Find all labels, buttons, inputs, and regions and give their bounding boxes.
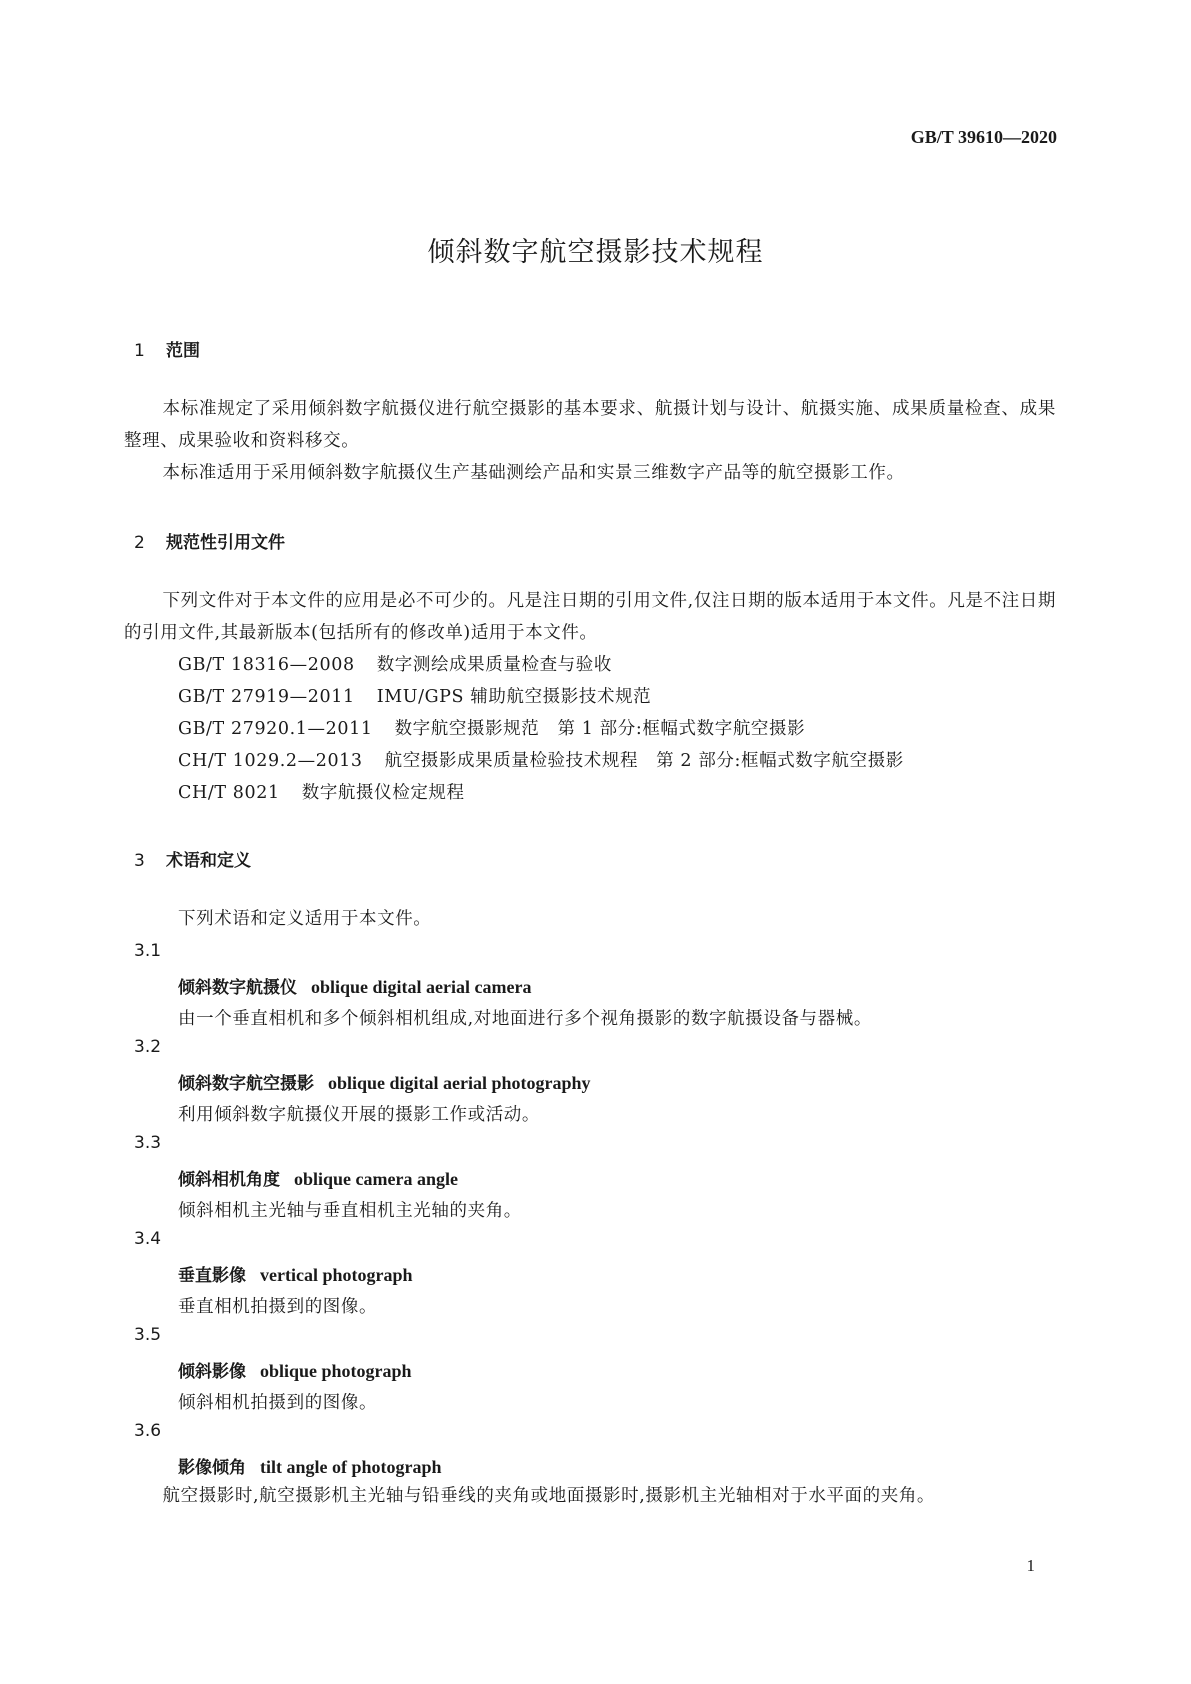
term-definition: 倾斜相机拍摄到的图像。 xyxy=(178,1393,378,1413)
term-name-zh: 倾斜数字航空摄影 xyxy=(178,1074,314,1094)
section-title: 规范性引用文件 xyxy=(166,533,285,553)
standard-code: GB/T 39610—2020 xyxy=(910,127,1057,147)
section-number: 3 xyxy=(134,851,145,871)
term-name-zh: 影像倾角 xyxy=(178,1458,246,1478)
term-number: 3.6 xyxy=(134,1421,162,1441)
reference-code: GB/T 27920.1—2011 xyxy=(178,719,373,739)
scope-paragraph-1: 本标准规定了采用倾斜数字航摄仪进行航空摄影的基本要求、航摄计划与设计、航摄实施、成果质量检查、成果整理、成果验收和资料移交。 xyxy=(124,399,1056,451)
term-name-en: oblique digital aerial photography xyxy=(328,1073,591,1093)
section-number: 2 xyxy=(134,533,145,553)
term-name-en: tilt angle of photograph xyxy=(260,1457,442,1477)
reference-item xyxy=(178,715,805,740)
term-name-zh: 倾斜相机角度 xyxy=(178,1170,280,1190)
section-number: 1 xyxy=(134,341,145,361)
references-intro: 下列文件对于本文件的应用是必不可少的。凡是注日期的引用文件,仅注日期的版本适用于本文件。凡是不注日期的引用文件,其最新版本(包括所有的修改单)适用于本文件。 xyxy=(124,591,1056,643)
term-definition: 由一个垂直相机和多个倾斜相机组成,对地面进行多个视角摄影的数字航摄设备与器械。 xyxy=(178,1009,872,1029)
page-number: 1 xyxy=(1026,1556,1035,1575)
term-name-en: oblique photograph xyxy=(260,1361,412,1381)
reference-title: 航空摄影成果质量检验技术规程 第 2 部分:框幅式数字航空摄影 xyxy=(384,751,904,771)
term-definition: 垂直相机拍摄到的图像。 xyxy=(178,1297,378,1317)
reference-code: GB/T 18316—2008 xyxy=(178,655,355,675)
term-definition: 倾斜相机主光轴与垂直相机主光轴的夹角。 xyxy=(178,1201,522,1221)
term-number: 3.4 xyxy=(134,1229,162,1249)
term-name-en: oblique camera angle xyxy=(294,1169,458,1189)
term-name xyxy=(178,1165,458,1190)
reference-title: 数字航摄仪检定规程 xyxy=(301,783,465,803)
term-name xyxy=(178,973,531,998)
section-title: 术语和定义 xyxy=(166,851,251,871)
term-definition: 航空摄影时,航空摄影机主光轴与铅垂线的夹角或地面摄影时,摄影机主光轴相对于水平面的夹角。 xyxy=(162,1486,936,1506)
term-name xyxy=(178,1357,412,1382)
term-name-en: vertical photograph xyxy=(260,1265,413,1285)
scope-paragraph-2: 本标准适用于采用倾斜数字航摄仪生产基础测绘产品和实景三维数字产品等的航空摄影工作。 xyxy=(162,463,905,483)
term-name-zh: 倾斜影像 xyxy=(178,1362,246,1382)
section-heading-terms xyxy=(134,846,251,871)
term-name xyxy=(178,1261,413,1286)
reference-code: CH/T 1029.2—2013 xyxy=(178,751,363,771)
term-definition: 利用倾斜数字航摄仪开展的摄影工作或活动。 xyxy=(178,1105,540,1125)
reference-title: 数字航空摄影规范 第 1 部分:框幅式数字航空摄影 xyxy=(394,719,806,739)
term-number: 3.1 xyxy=(134,941,162,961)
term-name xyxy=(178,1453,442,1478)
section-title: 范围 xyxy=(166,341,200,361)
term-number: 3.5 xyxy=(134,1325,162,1345)
reference-title: IMU/GPS 辅助航空摄影技术规范 xyxy=(376,687,652,707)
term-name-zh: 垂直影像 xyxy=(178,1266,246,1286)
reference-item xyxy=(178,779,465,804)
reference-item xyxy=(178,747,904,772)
reference-item xyxy=(178,683,651,708)
term-name-zh: 倾斜数字航摄仪 xyxy=(178,978,297,998)
term-number: 3.2 xyxy=(134,1037,162,1057)
terms-intro: 下列术语和定义适用于本文件。 xyxy=(178,909,432,929)
document-title: 倾斜数字航空摄影技术规程 xyxy=(427,237,764,268)
section-heading-scope xyxy=(134,336,200,361)
section-heading-references xyxy=(134,528,285,553)
term-number: 3.3 xyxy=(134,1133,162,1153)
reference-item xyxy=(178,651,612,676)
reference-code: CH/T 8021 xyxy=(178,783,280,803)
term-name-en: oblique digital aerial camera xyxy=(311,977,532,997)
reference-title: 数字测绘成果质量检查与验收 xyxy=(376,655,612,675)
term-name xyxy=(178,1069,591,1094)
reference-code: GB/T 27919—2011 xyxy=(178,687,355,707)
